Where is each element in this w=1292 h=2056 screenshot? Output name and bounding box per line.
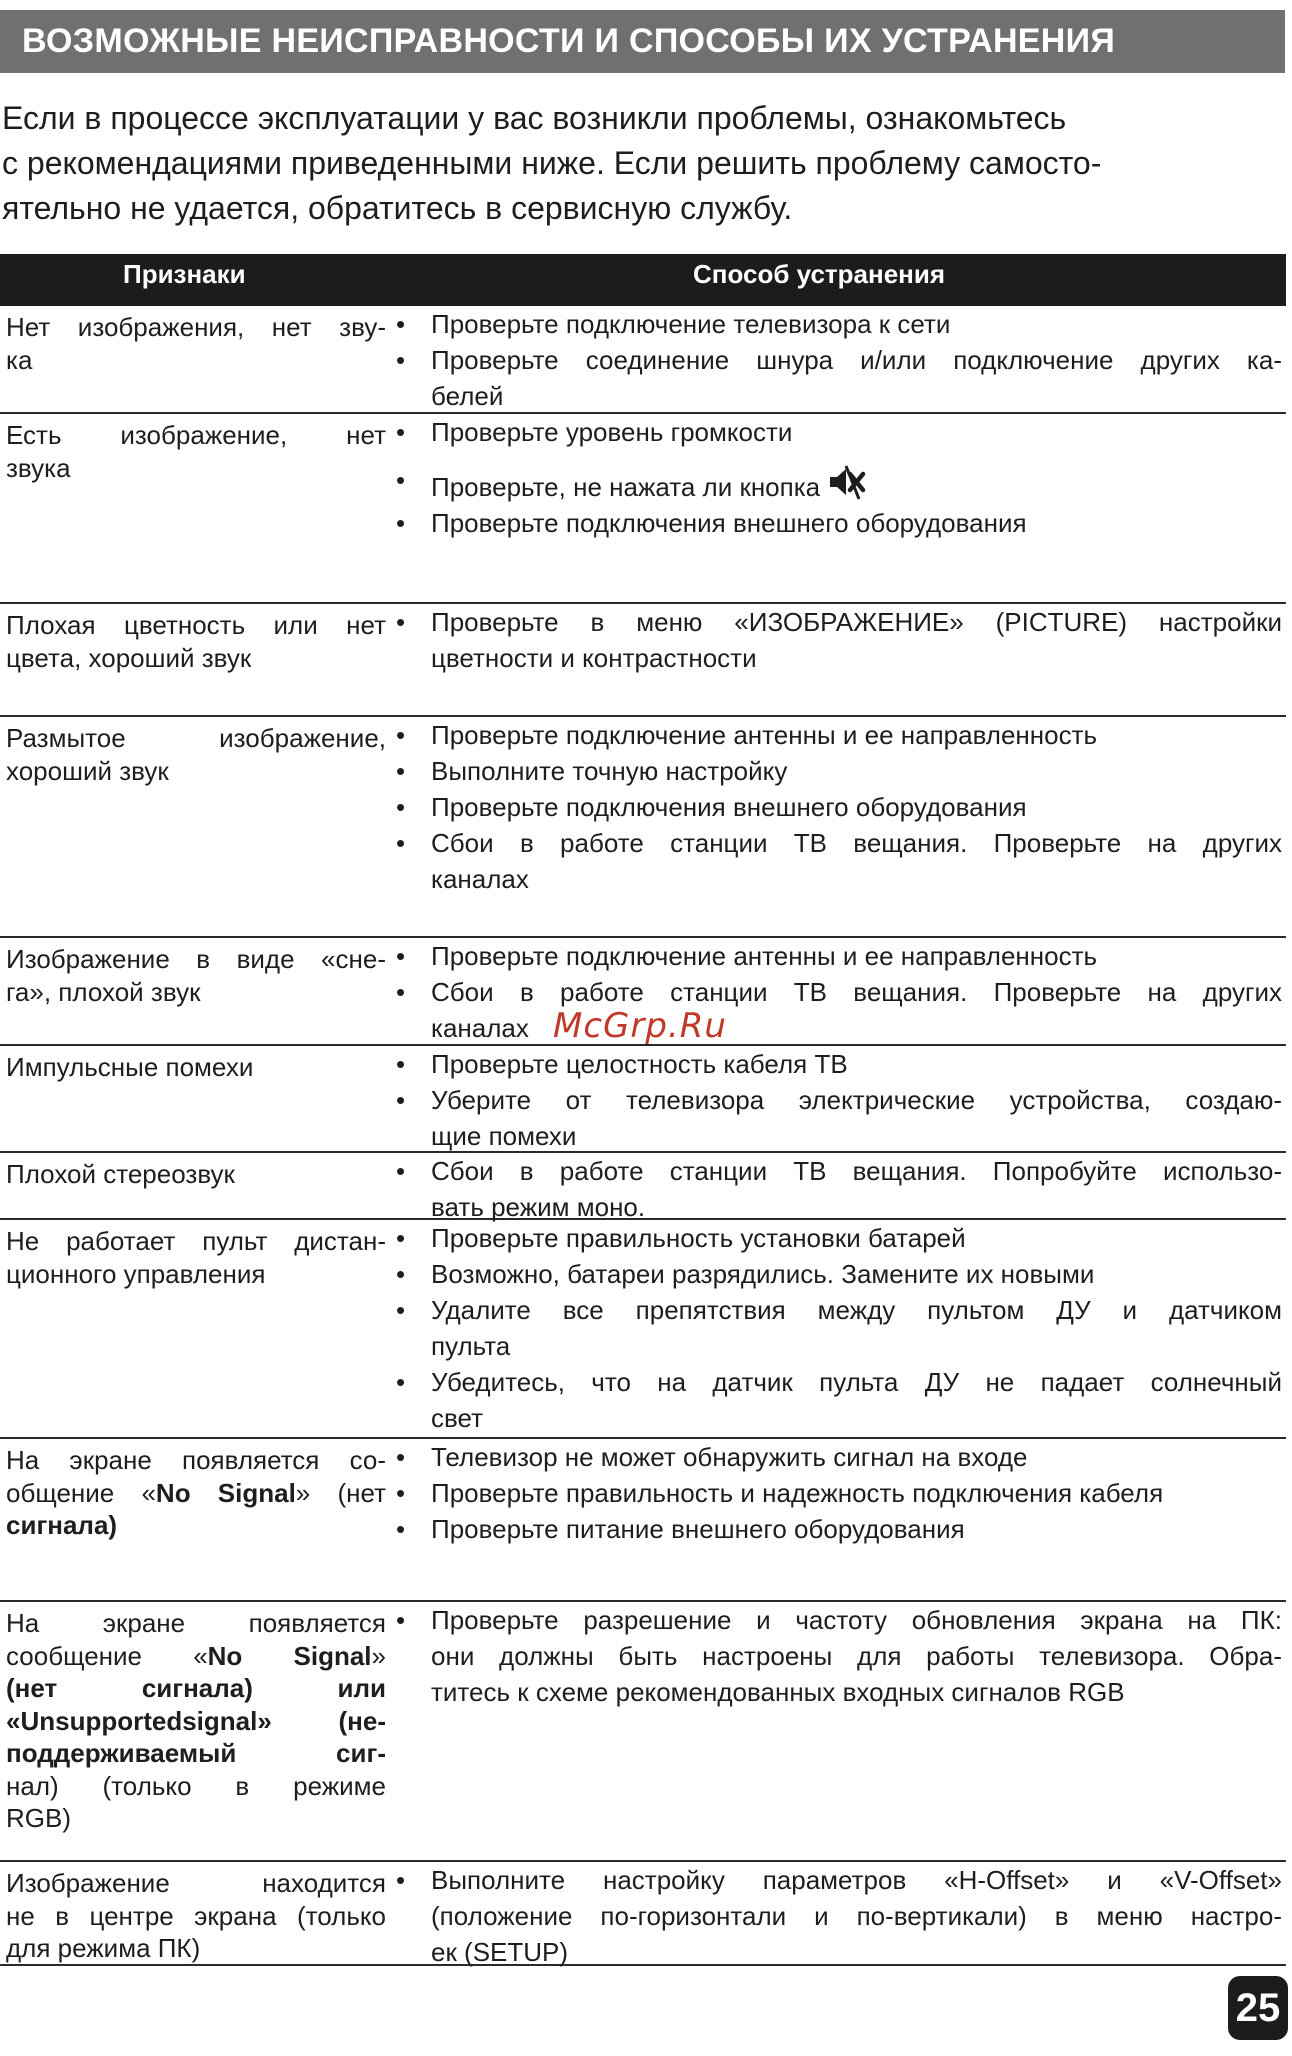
fix-item bbox=[390, 1046, 1282, 1082]
fix-text: титесь к схеме рекомендованных входных сигналов RGB bbox=[431, 1677, 1125, 1707]
symptom-line bbox=[6, 452, 386, 485]
fix-cell bbox=[390, 1220, 1282, 1436]
fix-text: пульта bbox=[431, 1331, 511, 1361]
fix-item bbox=[390, 414, 1282, 450]
fix-text: Проверьте подключения внешнего оборудования bbox=[431, 508, 1027, 538]
symptom-line bbox=[6, 1867, 386, 1900]
bullet: • bbox=[396, 1514, 406, 1544]
bullet: • bbox=[396, 756, 406, 786]
symptom-line bbox=[6, 722, 386, 755]
symptom-line bbox=[6, 1225, 386, 1258]
symptom-text: » (нет bbox=[295, 1477, 386, 1508]
bullet: • bbox=[396, 417, 406, 447]
fix-cell bbox=[390, 306, 1282, 414]
fix-item bbox=[390, 717, 1282, 753]
fix-cell bbox=[390, 1602, 1282, 1710]
symptom-cell bbox=[6, 1867, 386, 1965]
symptom-line bbox=[6, 642, 386, 675]
symptom-text: Есть изображение, нет bbox=[6, 420, 386, 450]
bullet: • bbox=[396, 720, 406, 750]
fix-text: цветности и контрастности bbox=[431, 643, 757, 673]
symptom-text: общение « bbox=[6, 1477, 156, 1508]
symptom-text: Плохая цветность или нет bbox=[6, 610, 386, 640]
watermark: McGrp.Ru bbox=[553, 1006, 727, 1046]
fix-item bbox=[390, 938, 1282, 974]
fix-text: Проверьте в меню «ИЗОБРАЖЕНИЕ» (PICTURE) настройки bbox=[431, 607, 1282, 637]
symptom-cell bbox=[6, 1051, 386, 1084]
fix-cell bbox=[390, 938, 1282, 1046]
fix-text: свет bbox=[431, 1403, 484, 1433]
fix-text: Проверьте правильность и надежность подключения кабеля bbox=[431, 1478, 1164, 1508]
symptom-line bbox=[6, 1158, 386, 1191]
symptom-cell bbox=[6, 722, 386, 787]
symptom-text: На экране появляется bbox=[6, 1608, 386, 1638]
fix-item bbox=[390, 753, 1282, 789]
fix-text: Уберите от телевизора электрические устройства, создаю- bbox=[431, 1085, 1282, 1115]
symptom-line bbox=[6, 1640, 386, 1673]
symptom-cell bbox=[6, 609, 386, 674]
symptom-text: сигнала) bbox=[6, 1510, 118, 1540]
fix-text: Проверьте, не нажата ли кнопка bbox=[431, 472, 821, 502]
bullet: • bbox=[396, 1865, 406, 1895]
table-row bbox=[0, 414, 1286, 604]
table-row bbox=[0, 1153, 1286, 1220]
symptom-text: Изображение в виде «сне- bbox=[6, 944, 386, 974]
table-row bbox=[0, 1602, 1286, 1862]
bullet: • bbox=[396, 1295, 406, 1325]
symptom-text: поддерживаемый сиг- bbox=[6, 1738, 386, 1768]
fix-text: Сбои в работе станции ТВ вещания. Проверьте на других bbox=[431, 828, 1282, 858]
symptom-text: цвета, хороший звук bbox=[6, 642, 252, 673]
fix-item bbox=[390, 1511, 1282, 1547]
symptom-line bbox=[6, 1737, 386, 1770]
fix-item bbox=[390, 1439, 1282, 1475]
bullet: • bbox=[396, 607, 406, 637]
bullet: • bbox=[396, 465, 406, 495]
fix-item bbox=[390, 1220, 1282, 1256]
symptom-cell bbox=[6, 419, 386, 484]
symptom-line bbox=[6, 1509, 386, 1542]
symptom-text: (нет сигнала) или bbox=[6, 1673, 386, 1703]
fix-item bbox=[390, 1082, 1282, 1154]
fix-text: Проверьте подключение антенны и ее направленность bbox=[431, 941, 1098, 971]
symptom-text: Не работает пульт дистан- bbox=[6, 1226, 386, 1256]
fix-item bbox=[390, 1364, 1282, 1436]
symptom-text: хороший звук bbox=[6, 755, 169, 786]
symptom-line bbox=[6, 1932, 386, 1965]
fix-item bbox=[390, 306, 1282, 342]
symptom-line bbox=[6, 976, 386, 1009]
bullet: • bbox=[396, 1367, 406, 1397]
fix-text: щие помехи bbox=[431, 1121, 577, 1151]
fix-text: Телевизор не может обнаружить сигнал на входе bbox=[431, 1442, 1028, 1472]
fix-item bbox=[390, 825, 1282, 897]
fix-text: Выполните точную настройку bbox=[431, 756, 788, 786]
symptom-cell bbox=[6, 1158, 386, 1191]
symptom-text: га», плохой звук bbox=[6, 976, 201, 1007]
symptom-line bbox=[6, 1705, 386, 1738]
fix-text-with-icon bbox=[431, 462, 1282, 505]
bullet: • bbox=[396, 1156, 406, 1186]
symptom-line bbox=[6, 1444, 386, 1477]
fix-text: Выполните настройку параметров «H-Offset» и «V-Offset» bbox=[431, 1865, 1282, 1895]
symptom-line bbox=[6, 1258, 386, 1291]
fix-text: Сбои в работе станции ТВ вещания. Проверьте на других bbox=[431, 977, 1282, 1007]
symptom-text: для режима ПК) bbox=[6, 1933, 201, 1963]
fix-text: Проверьте подключение телевизора к сети bbox=[431, 309, 951, 339]
page-number: 25 bbox=[1228, 1976, 1288, 2040]
symptom-line bbox=[6, 311, 386, 344]
symptom-text: Импульсные помехи bbox=[6, 1052, 254, 1082]
fix-cell bbox=[390, 414, 1282, 541]
intro-line: с рекомендациями приведенными ниже. Если решить проблему самосто- bbox=[2, 145, 1102, 181]
symptom-text: На экране появляется со- bbox=[6, 1445, 386, 1475]
signal-name: No Signal bbox=[155, 1477, 296, 1508]
symptom-cell bbox=[6, 1225, 386, 1290]
fix-text: Удалите все препятствия между пультом ДУ и датчиком bbox=[431, 1295, 1282, 1325]
symptom-cell bbox=[6, 1607, 386, 1835]
symptom-text: ционного управления bbox=[6, 1258, 266, 1289]
fix-text: Проверьте правильность установки батарей bbox=[431, 1223, 966, 1253]
symptom-text: Нет изображения, нет зву- bbox=[6, 312, 386, 342]
fix-text: Проверьте разрешение и частоту обновления экрана на ПК: bbox=[431, 1605, 1282, 1635]
symptom-text: сообщение « bbox=[6, 1640, 208, 1671]
mute-icon bbox=[826, 462, 866, 502]
fix-text: Проверьте подключение антенны и ее направленность bbox=[431, 720, 1098, 750]
fix-text: ек (SETUP) bbox=[431, 1937, 569, 1967]
symptom-text: Изображение находится bbox=[6, 1868, 386, 1898]
symptom-text: не в центре экрана (только bbox=[6, 1900, 386, 1931]
column-header-fix: Способ устранения bbox=[693, 259, 946, 289]
fix-item bbox=[390, 1292, 1282, 1364]
symptom-text: RGB) bbox=[6, 1803, 71, 1833]
fix-text: Проверьте целостность кабеля ТВ bbox=[431, 1049, 848, 1079]
table-row bbox=[0, 717, 1286, 938]
fix-item bbox=[390, 1153, 1282, 1225]
intro-line: ятельно не удается, обратитесь в сервисную службу. bbox=[2, 190, 793, 226]
symptom-text: Размытое изображение, bbox=[6, 723, 386, 753]
bullet: • bbox=[396, 1442, 406, 1472]
bullet: • bbox=[396, 1085, 406, 1115]
table-header bbox=[0, 254, 1286, 306]
symptom-line bbox=[6, 1672, 386, 1705]
bullet: • bbox=[396, 1605, 406, 1635]
fix-cell bbox=[390, 1153, 1282, 1225]
table-row bbox=[0, 1046, 1286, 1153]
fix-text: они должны быть настроены для работы телевизора. Обра- bbox=[431, 1641, 1282, 1671]
fix-item bbox=[390, 789, 1282, 825]
bullet: • bbox=[396, 1049, 406, 1079]
symptom-text: ка bbox=[6, 344, 33, 375]
fix-text: Проверьте соединение шнура и/или подключение других ка- bbox=[431, 345, 1282, 375]
page-title: ВОЗМОЖНЫЕ НЕИСПРАВНОСТИ И СПОСОБЫ ИХ УСТРАНЕНИЯ bbox=[0, 10, 1285, 73]
symptom-text: Плохой стереозвук bbox=[6, 1159, 235, 1189]
table-row bbox=[0, 306, 1286, 414]
symptom-line bbox=[6, 1770, 386, 1803]
fix-text: вать режим моно. bbox=[431, 1192, 646, 1222]
fix-item bbox=[390, 1862, 1282, 1970]
fix-cell bbox=[390, 1862, 1282, 1970]
symptom-line bbox=[6, 1900, 386, 1933]
symptom-line bbox=[6, 943, 386, 976]
table-row bbox=[0, 1439, 1286, 1602]
symptom-cell bbox=[6, 943, 386, 1008]
fix-text: каналах bbox=[431, 864, 529, 894]
table-row bbox=[0, 1862, 1286, 1966]
bullet: • bbox=[396, 828, 406, 858]
bullet: • bbox=[396, 1478, 406, 1508]
intro-paragraph bbox=[2, 96, 1284, 231]
symptom-line bbox=[6, 419, 386, 452]
bullet: • bbox=[396, 977, 406, 1007]
symptom-line bbox=[6, 609, 386, 642]
fix-cell bbox=[390, 717, 1282, 897]
symptom-line bbox=[6, 1607, 386, 1640]
signal-name: No Signal bbox=[207, 1640, 372, 1671]
bullet: • bbox=[396, 345, 406, 375]
fix-item bbox=[390, 974, 1282, 1046]
fix-text: (положение по-горизонтали и по-вертикали) в меню настро- bbox=[431, 1901, 1282, 1931]
fix-cell bbox=[390, 1046, 1282, 1154]
table-row bbox=[0, 604, 1286, 717]
symptom-cell bbox=[6, 1444, 386, 1542]
symptom-cell bbox=[6, 311, 386, 376]
fix-item bbox=[390, 462, 1282, 505]
symptom-text: «Unsupportedsignal» (не- bbox=[6, 1705, 386, 1736]
intro-line: Если в процессе эксплуатации у вас возникли проблемы, ознакомьтесь bbox=[2, 100, 1067, 136]
symptom-text: » bbox=[371, 1640, 386, 1671]
symptom-line bbox=[6, 755, 386, 788]
fix-item bbox=[390, 1475, 1282, 1511]
fix-text: Сбои в работе станции ТВ вещания. Попробуйте использо- bbox=[431, 1156, 1282, 1186]
fix-item bbox=[390, 1256, 1282, 1292]
fix-cell bbox=[390, 1439, 1282, 1547]
fix-text: белей bbox=[431, 381, 504, 411]
fix-text: каналах bbox=[431, 1013, 529, 1043]
symptom-line bbox=[6, 1477, 386, 1510]
fix-text: Проверьте питание внешнего оборудования bbox=[431, 1514, 965, 1544]
symptom-line bbox=[6, 344, 386, 377]
fix-item bbox=[390, 342, 1282, 414]
bullet: • bbox=[396, 508, 406, 538]
fix-text: Убедитесь, что на датчик пульта ДУ не падает солнечный bbox=[431, 1367, 1282, 1397]
table-row bbox=[0, 1220, 1286, 1439]
fix-item bbox=[390, 505, 1282, 541]
bullet: • bbox=[396, 1259, 406, 1289]
fix-cell bbox=[390, 604, 1282, 676]
bullet: • bbox=[396, 1223, 406, 1253]
fix-item bbox=[390, 1602, 1282, 1710]
fix-text: Проверьте подключения внешнего оборудования bbox=[431, 792, 1027, 822]
symptom-line bbox=[6, 1802, 386, 1835]
symptom-text: нал) (только в режиме bbox=[6, 1770, 386, 1801]
bullet: • bbox=[396, 792, 406, 822]
fix-text: Возможно, батареи разрядились. Замените их новыми bbox=[431, 1259, 1095, 1289]
symptom-line bbox=[6, 1051, 386, 1084]
bullet: • bbox=[396, 941, 406, 971]
column-header-symptoms: Признаки bbox=[123, 259, 246, 289]
fix-item bbox=[390, 604, 1282, 676]
fix-text: Проверьте уровень громкости bbox=[431, 417, 793, 447]
symptom-text: звука bbox=[6, 452, 71, 483]
bullet: • bbox=[396, 309, 406, 339]
